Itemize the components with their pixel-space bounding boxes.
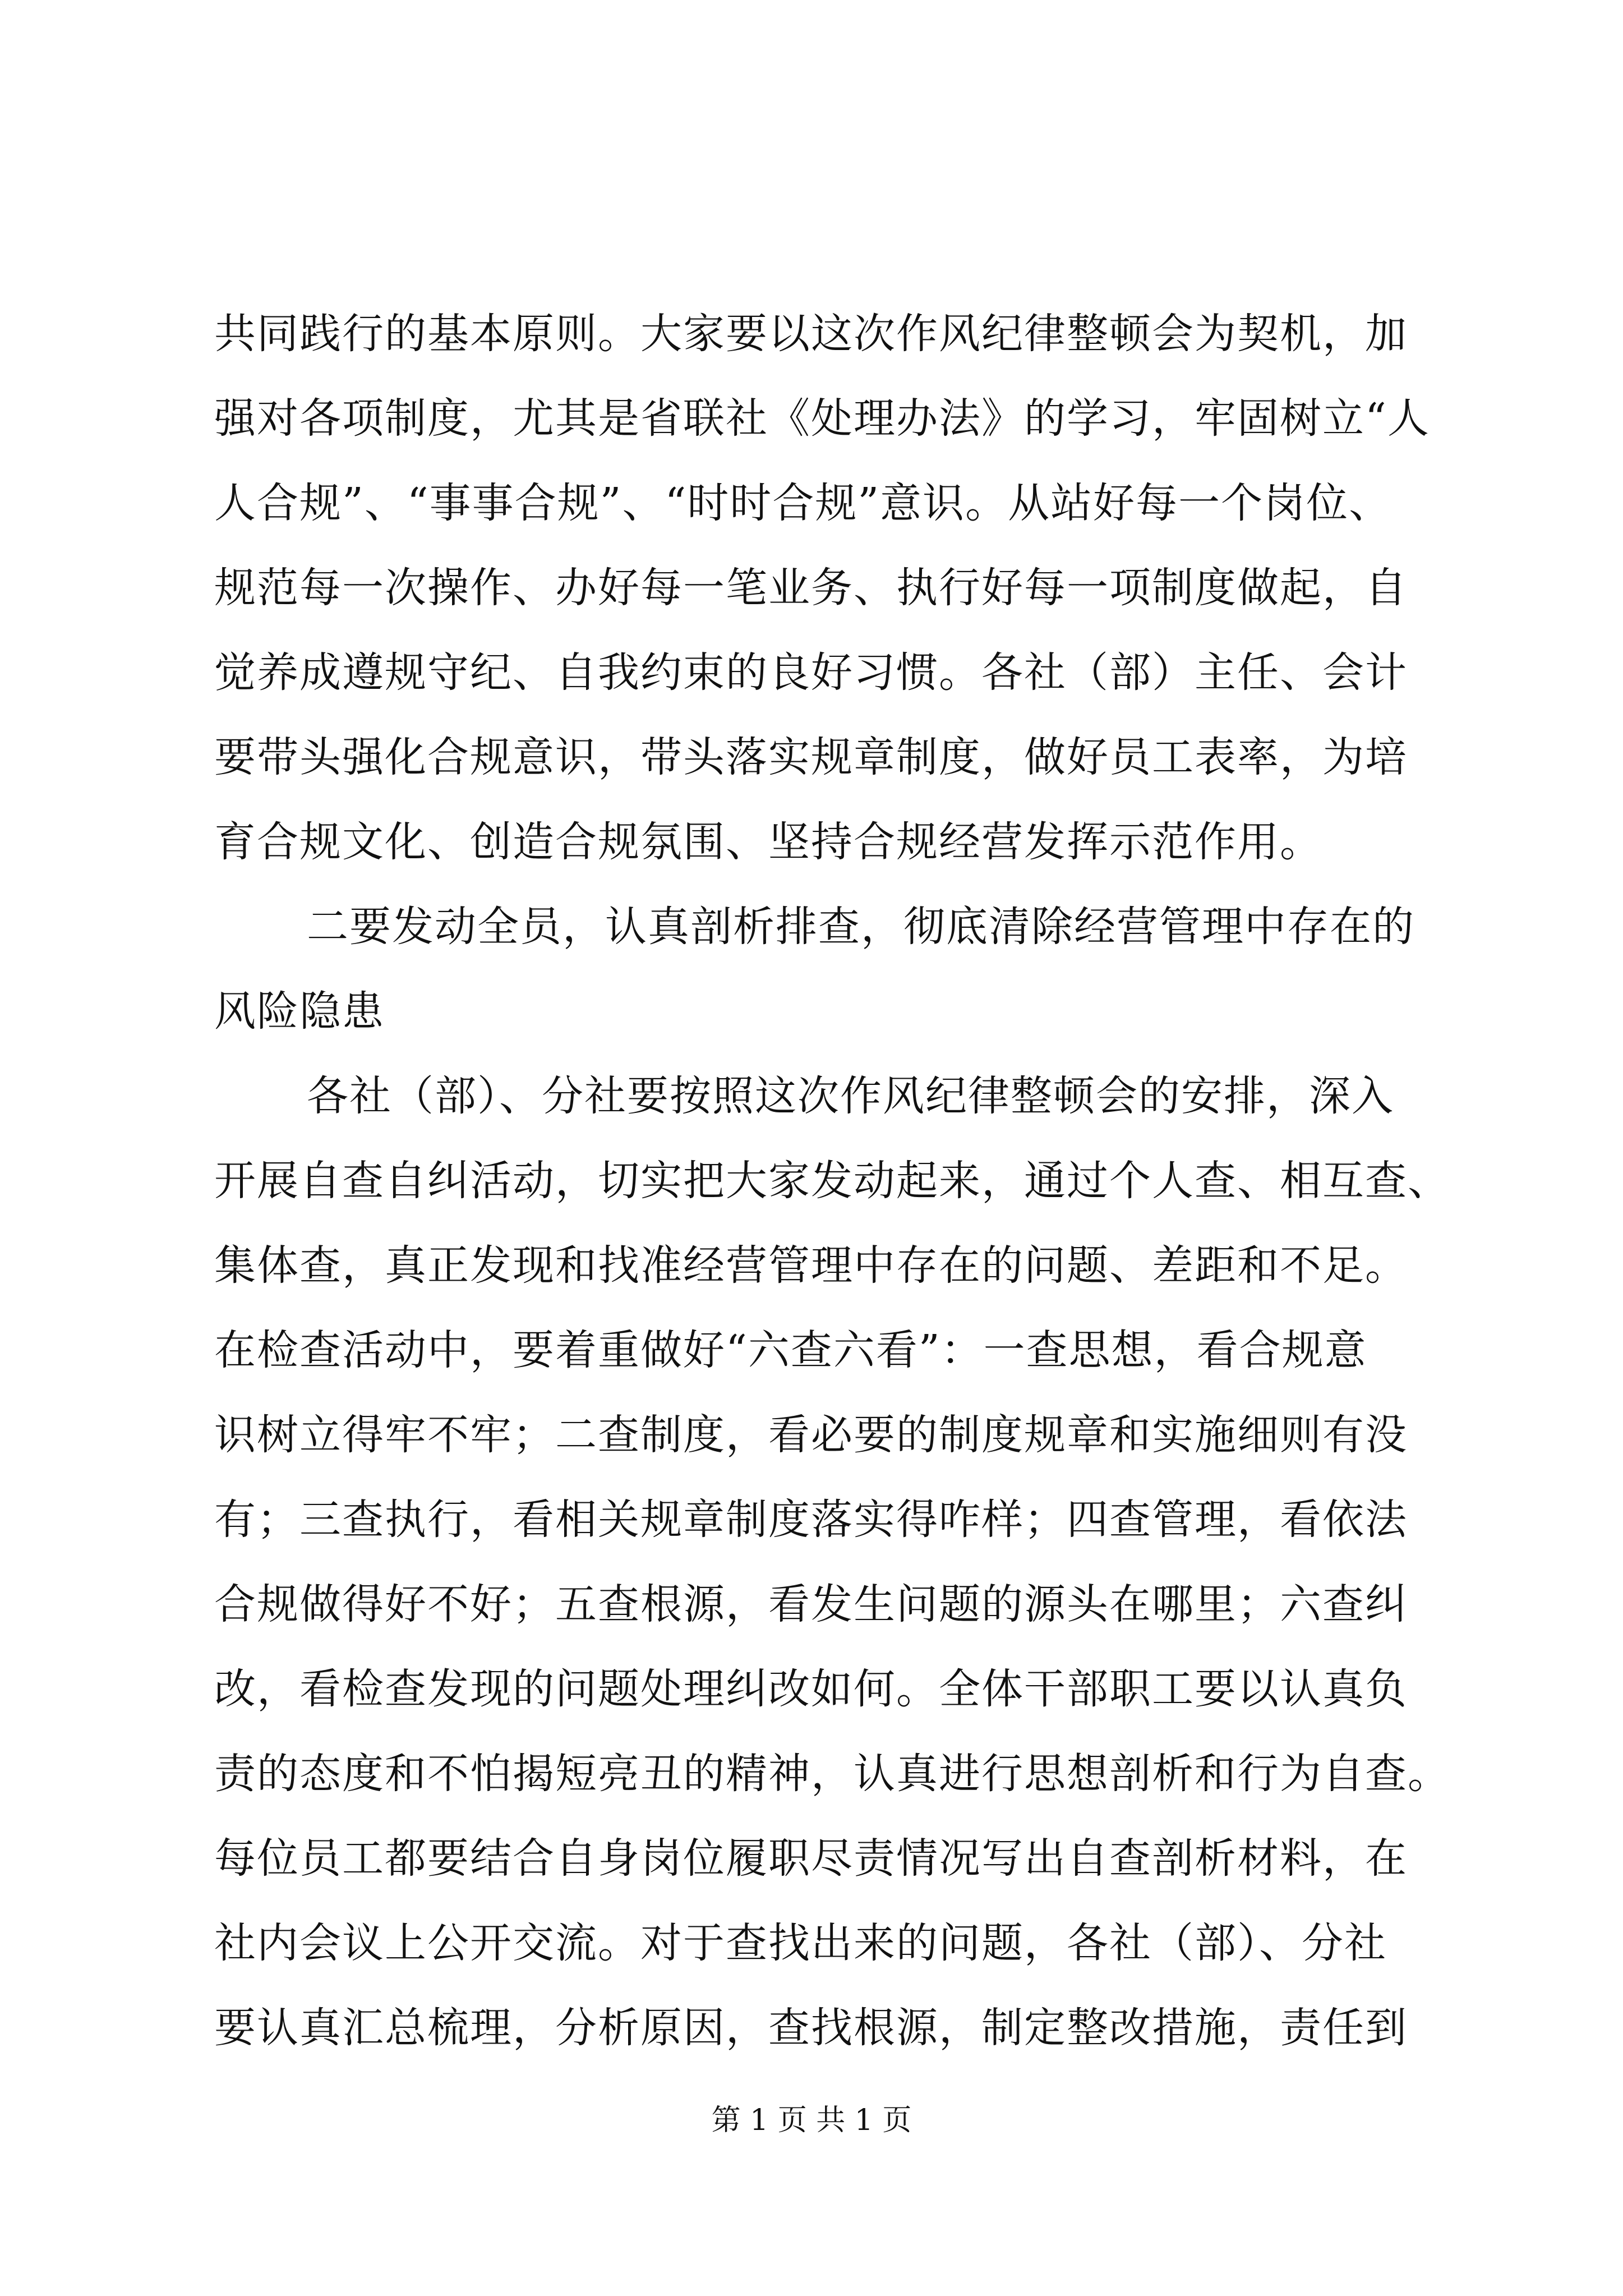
text-line: 有；三查执行，看相关规章制度落实得咋样；四查管理，看依法 bbox=[214, 1496, 1408, 1544]
text-line: 每位员工都要结合自身岗位履职尽责情况写出自查剖析材料，在 bbox=[214, 1834, 1408, 1883]
text-line: 识树立得牢不牢；二查制度，看必要的制度规章和实施细则有没 bbox=[214, 1411, 1408, 1459]
page-number-footer: 第 1 页 共 1 页 bbox=[711, 2104, 912, 2137]
body-text bbox=[214, 292, 1450, 2070]
text-line: 开展自查自纠活动，切实把大家发动起来，通过个人查、相互查、 bbox=[214, 1157, 1450, 1205]
text-line: 育合规文化、创造合规氛围、坚持合规经营发挥示范作用。 bbox=[214, 818, 1322, 866]
text-line: 强对各项制度，尤其是省联社《处理办法》的学习，牢固树立“人 bbox=[214, 394, 1430, 443]
text-line: 在检查活动中，要着重做好“六查六看”：一查思想，看合规意 bbox=[214, 1326, 1367, 1374]
text-line: 合规做得好不好；五查根源，看发生问题的源头在哪里；六查纠 bbox=[214, 1580, 1408, 1628]
text-line: 觉养成遵规守纪、自我约束的良好习惯。各社（部）主任、会计 bbox=[214, 648, 1408, 697]
paragraph-first-line: 各社（部）、分社要按照这次作风纪律整顿会的安排，深入 bbox=[307, 1072, 1394, 1120]
text-line: 社内会议上公开交流。对于查找出来的问题，各社（部）、分社 bbox=[214, 1919, 1387, 1967]
text-line: 要认真汇总梳理，分析原因，查找根源，制定整改措施，责任到 bbox=[214, 2004, 1408, 2052]
text-line: 人合规”、“事事合规”、“时时合规”意识。从站好每一个岗位、 bbox=[214, 479, 1392, 527]
section-heading-line: 风险隐患 bbox=[214, 987, 385, 1036]
text-line: 改，看检查发现的问题处理纠改如何。全体干部职工要以认真负 bbox=[214, 1665, 1408, 1713]
text-line: 共同践行的基本原则。大家要以这次作风纪律整顿会为契机，加 bbox=[214, 310, 1408, 358]
text-line: 集体查，真正发现和找准经营管理中存在的问题、差距和不足。 bbox=[214, 1241, 1408, 1290]
section-heading-line: 二要发动全员，认真剖析排查，彻底清除经营管理中存在的 bbox=[307, 903, 1415, 951]
text-line: 要带头强化合规意识，带头落实规章制度，做好员工表率，为培 bbox=[214, 733, 1408, 781]
text-line: 责的态度和不怕揭短亮丑的精神，认真进行思想剖析和行为自查。 bbox=[214, 1750, 1450, 1798]
text-line: 规范每一次操作、办好每一笔业务、执行好每一项制度做起，自 bbox=[214, 564, 1408, 612]
